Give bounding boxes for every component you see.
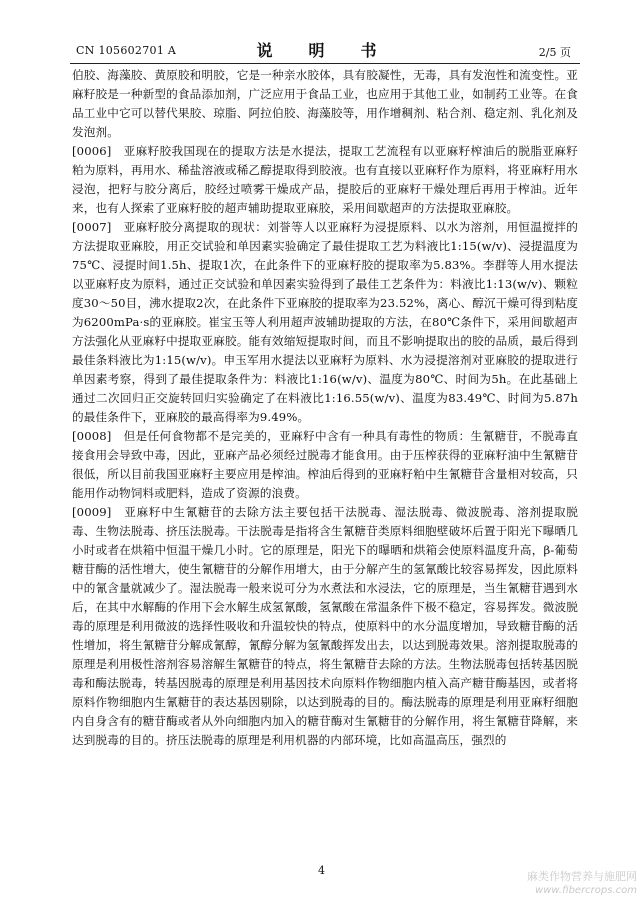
paragraph-continued (72, 66, 578, 142)
watermark-url: www.fibercrops.com (535, 885, 637, 896)
paragraph-number: [0009] (72, 505, 125, 519)
paragraph-text: 亚麻籽胶我国现在的提取方法是水提法，提取工艺流程有以亚麻籽榨油后的脱脂亚麻籽粕为原料，再用水、稀盐溶液或稀乙醇提取得到胶液。也有直接以亚麻籽作为原料，将亚麻籽用水浸泡，把籽与胶分离后，胶经过喷雾干燥成产品，提胶后的亚麻籽干燥处理后再用于榨油。近年来，也有人探索了亚麻籽胶的超声辅助提取亚麻胶，采用间歇超声的方法提取亚麻胶。 (72, 144, 578, 215)
paragraph-number: [0008] (72, 429, 124, 443)
paragraph-0006 (72, 142, 578, 218)
paragraph-number: [0006] (72, 144, 124, 158)
watermark (527, 870, 637, 898)
paragraph-text: 但是任何食物都不是完美的，亚麻籽中含有一种具有毒性的物质：生氰糖苷，不脱毒直接食用会导致中毒，因此，亚麻产品必须经过脱毒才能食用。由于压榨获得的亚麻籽油中生氰糖苷很低，所以目前我国亚麻籽主要应用是榨油。榨油后得到的亚麻籽粕中生氰糖苷含量相对较高，只能用作动物饲料或肥料，造成了资源的浪费。 (72, 429, 578, 500)
page-of-total: 2/5 页 (538, 46, 571, 59)
paragraph-text: 亚麻籽中生氰糖苷的去除方法主要包括干法脱毒、湿法脱毒、微波脱毒、溶剂提取脱毒、生物法脱毒、挤压法脱毒。干法脱毒是指将含生氰糖苷类原料细胞壁破坏后置于阳光下曝晒几小时或者在烘箱中恒温干燥几小时。它的原理是，阳光下的曝晒和烘箱会使原料温度升高，β-葡萄糖苷酶的活性增大，使生氰糖苷的分解作用增大，由于分解产生的氢氰酸比较容易挥发，因此原料中的氰含量就减少了。湿法脱毒一般来说可分为水煮法和水浸法，它的原理是，当生氰糖苷遇到水后，在其中水解酶的作用下会水解生成氢氰酸，氢氰酸在常温条件下极不稳定，容易挥发。微波脱毒的原理是利用微波的选择性吸收和升温较快的特点，使原料中的水分温度增加，导致糖苷酶的活性增加，将生氰糖苷分解成氰醇，氰醇分解为氢氰酸挥发出去，以达到脱毒效果。溶剂提取脱毒的原理是利用极性溶剂容易溶解生氰糖苷的特点，将生氰糖苷去除的方法。生物法脱毒包括转基因脱毒和酶法脱毒，转基因脱毒的原理是利用基因技术向原料作物细胞内植入高产糖苷酶基因，或者将原料作物细胞内生氰糖苷的表达基因剔除，以达到脱毒的目的。酶法脱毒的原理是利用亚麻籽细胞内自身含有的糖苷酶或者从外向细胞内加入的糖苷酶对生氰糖苷的分解作用，将生氰糖苷降解，来达到脱毒的目的。挤压法脱毒的原理是利用机器的内部环境，比如高温高压，强烈的 (72, 505, 578, 747)
paragraph-number: [0007] (72, 220, 124, 234)
paragraph-text: 亚麻籽胶分离提取的现状：刘誉等人以亚麻籽为浸提原料、以水为溶剂，用恒温搅拌的方法提取亚麻胶，用正交试验和单因素实验确定了最佳提取工艺为料液比1:15(w/v)、浸提温度为75℃、浸提时间1.5h、提取1次，在此条件下的亚麻籽胶的提取率为5.83%。李群等人用水提法以亚麻籽皮为原料，通过正交试验和单因素实验得到了最佳工艺条件为：料液比1:13(w/v)、颗粒度30～50目，沸水提取2次，在此条件下亚麻胶的提取率为23.52%，离心、醇沉干燥可得到粘度为6200mPa·s的亚麻胶。崔宝玉等人利用超声波辅助提取的方法，在80℃条件下，采用间歇超声方法强化从亚麻籽中提取亚麻胶。能有效缩短提取时间，而且不影响提取出的胶的品质，最后得到最佳条料液比为1:15(w/v)。申玉军用水提法以亚麻籽为原料、水为浸提溶剂对亚麻胶的提取进行单因素考察，得到了最佳提取条件为：料液比1:16(w/v)、温度为80℃、时间为5h。在此基础上通过二次回归正交旋转回归实验确定了在料液比1:16.55(w/v)、温度为83.49℃、时间为5.87h的最佳条件下，亚麻胶的最高得率为9.49%。 (72, 220, 578, 424)
paragraph-0007 (72, 218, 578, 427)
paragraph-0008 (72, 427, 578, 503)
publication-number: CN 105602701 A (76, 44, 177, 57)
page-number: 4 (318, 864, 325, 877)
header-rule (70, 63, 580, 64)
document-body (72, 66, 578, 750)
watermark-text: 麻类作物营养与施肥网 (527, 870, 637, 883)
paragraph-0009 (72, 503, 578, 750)
page-header (0, 0, 643, 64)
paragraph-text: 伯胶、海藻胶、黄原胶和明胶，它是一种亲水胶体，具有胶凝性，无毒，具有发泡性和流变性。亚麻籽胶是一种新型的食品添加剂，广泛应用于食品工业，也应用于其他工业，如制药工业等。在食品工业中它可以替代果胶、琼脂、阿拉伯胶、海藻胶等，用作增稠剂、粘合剂、稳定剂、乳化剂及发泡剂。 (72, 68, 578, 139)
document-title: 说 明 书 (256, 41, 387, 60)
